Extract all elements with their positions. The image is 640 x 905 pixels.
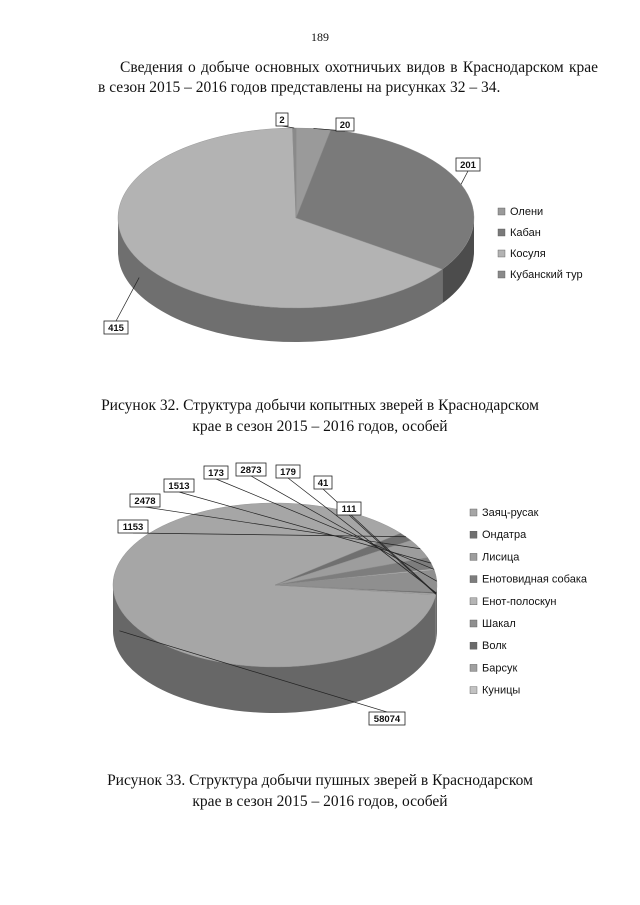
data-label-fur-1: 1153	[122, 522, 144, 533]
pie-chart-fur	[0, 458, 640, 738]
figure-33-caption	[0, 770, 640, 812]
data-label-fur-4: 173	[208, 468, 224, 479]
legend-swatch-fur-8	[470, 687, 477, 694]
data-label-fur-5: 2873	[240, 465, 262, 476]
legend-swatch-ungulates-3	[498, 271, 505, 278]
pie-top	[118, 128, 474, 308]
legend-item-fur-5: Шакал	[482, 618, 516, 630]
legend-item-fur-0: Заяц-русак	[482, 507, 539, 519]
legend-item-fur-6: Волк	[482, 640, 507, 653]
legend-swatch-fur-7	[470, 664, 477, 671]
data-label-ungulates-3: 2	[279, 115, 285, 126]
legend-item-fur-7: Барсук	[482, 662, 518, 675]
data-label-fur-2: 2478	[134, 496, 156, 507]
pie-legend	[470, 507, 588, 697]
legend-swatch-fur-5	[470, 620, 477, 627]
pie-chart-ungulates	[0, 108, 640, 368]
data-label-ungulates-2: 415	[108, 323, 124, 334]
legend-swatch-fur-4	[470, 598, 477, 605]
legend-item-fur-1: Ондатра	[482, 529, 527, 542]
caption-line-2: крае в сезон 2015 – 2016 годов, особей	[192, 793, 448, 810]
legend-swatch-fur-6	[470, 642, 477, 649]
pie-side-fur-5	[436, 585, 437, 638]
legend-swatch-ungulates-1	[498, 229, 505, 236]
legend-item-ungulates-1: Кабан	[510, 227, 541, 239]
page-number: 189	[311, 30, 329, 44]
legend-swatch-fur-2	[470, 553, 477, 560]
legend-swatch-fur-3	[470, 576, 477, 583]
legend-item-fur-4: Енот-полоскун	[482, 595, 557, 608]
data-label-ungulates-0: 20	[339, 120, 351, 131]
legend-swatch-ungulates-2	[498, 250, 505, 257]
leader-line-ungulates-2	[116, 278, 139, 321]
legend-item-fur-2: Лисица	[482, 551, 520, 564]
caption-line-1: Рисунок 33. Структура добычи пушных зверей в Краснодарском	[107, 772, 533, 789]
pie-chart-ungulates-svg	[0, 108, 640, 368]
figure-32-caption	[0, 395, 640, 437]
legend-item-ungulates-0: Олени	[510, 206, 544, 218]
legend-item-fur-8: Куницы	[482, 684, 521, 697]
data-label-ungulates-1: 201	[460, 160, 476, 171]
intro-paragraph: Сведения о добыче основных охотничьих видов в Краснодарском крае в сезон 2015 – 2016 годов представлены на рисунках 32 – 34.	[98, 59, 598, 96]
pie-chart-fur-svg	[0, 458, 640, 738]
data-label-fur-8: 111	[341, 504, 357, 515]
pie-top	[113, 503, 437, 667]
caption-line-2: крае в сезон 2015 – 2016 годов, особей	[192, 418, 448, 435]
pie-legend	[498, 206, 583, 281]
legend-swatch-ungulates-0	[498, 208, 505, 215]
data-label-fur-7: 41	[317, 478, 329, 489]
legend-swatch-fur-0	[470, 509, 477, 516]
legend-swatch-fur-1	[470, 531, 477, 538]
data-label-fur-6: 179	[280, 467, 296, 478]
legend-item-ungulates-3: Кубанский тур	[510, 269, 583, 281]
legend-item-ungulates-2: Косуля	[510, 248, 546, 260]
leader-line-ungulates-1	[461, 171, 468, 184]
caption-line-1: Рисунок 32. Структура добычи копытных зверей в Краснодарском	[101, 397, 539, 414]
legend-item-fur-3: Енотовидная собака	[482, 573, 588, 586]
data-label-fur-0: 58074	[373, 714, 401, 725]
data-label-fur-3: 1513	[168, 481, 190, 492]
